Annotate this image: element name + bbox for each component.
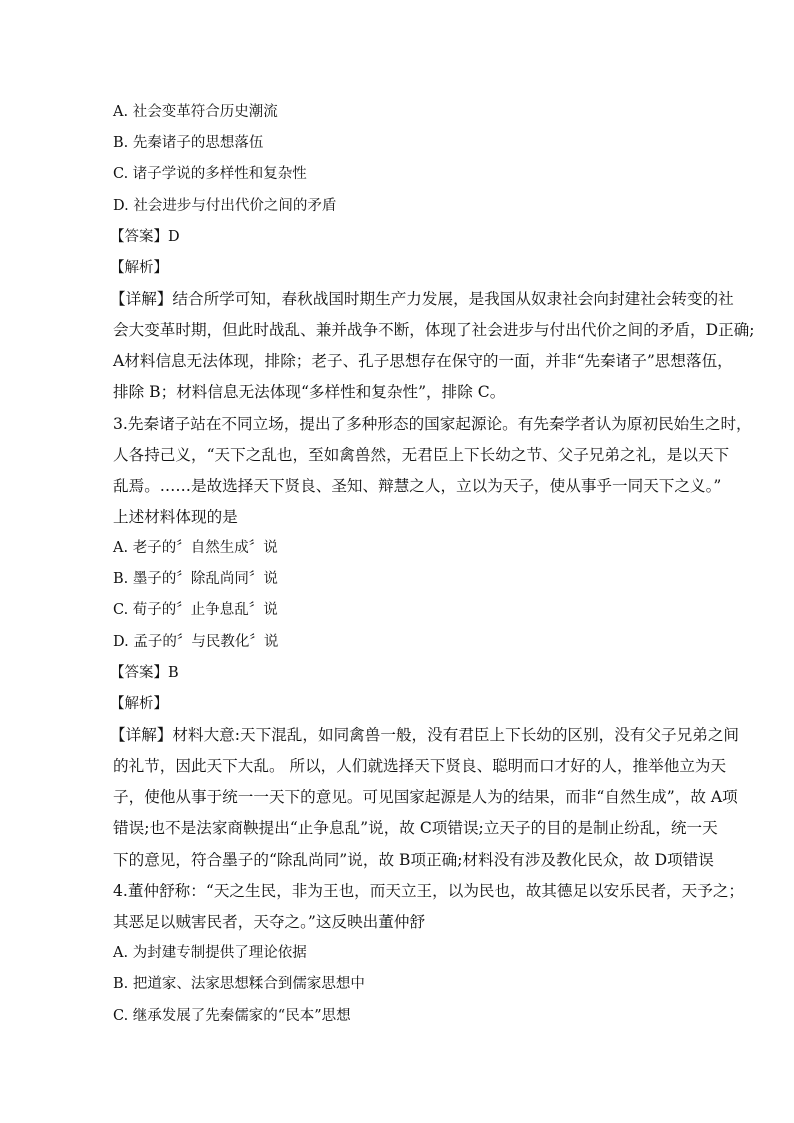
q3-stem-line: 乱焉。……是故选择天下贤良、圣知、辩慧之人，立以为天子，使从事乎一同天下之义。” <box>113 477 722 495</box>
q4-stem-line: 其恶足以贼害民者，天夺之。”这反映出董仲舒 <box>113 913 426 931</box>
q3-option-a: A. 老子的〞自然生成〞说 <box>113 540 278 556</box>
q2-option-a: A. 社会变革符合历史潮流 <box>113 104 278 120</box>
q3-detail-line: 的礼节，因此天下大乱。 所以，人们就选择天下贤良、聪明而口才好的人，推举他立为天 <box>113 757 727 775</box>
q3-stem-line: 人各持己义，“天下之乱也，至如禽兽然，无君臣上下长幼之节、父子兄弟之礼，是以天下 <box>113 446 730 464</box>
q3-detail-line: 下的意见，符合墨子的“除乱尚同”说，故 B项正确;材料没有涉及教化民众，故 D项错误 <box>113 851 714 869</box>
q2-option-c: C. 诸子学说的多样性和复杂性 <box>113 166 307 182</box>
q3-detail-line: 【详解】材料大意:天下混乱，如同禽兽一般，没有君臣上下长幼的区别，没有父子兄弟之间 <box>110 726 740 744</box>
q2-detail-line: 【详解】结合所学可知，春秋战国时期生产力发展，是我国从奴隶社会向封建社会转变的社 <box>110 290 734 308</box>
q4-option-a: A. 为封建专制提供了理论依据 <box>113 945 307 961</box>
q3-detail-line: 子，使他从事于统一一天下的意见。可见国家起源是人为的结果，而非“自然生成”，故 A项 <box>113 788 738 806</box>
q3-answer: 【答案】B <box>110 665 179 681</box>
q2-detail-line: 会大变革时期，但此时战乱、兼并战争不断，体现了社会进步与付出代价之间的矛盾，D正确; <box>113 321 755 339</box>
q2-detail-line: A材料信息无法体现，排除；老子、孔子思想存在保守的一面，并非“先秦诸子”思想落伍， <box>113 352 733 370</box>
q3-detail-line: 错误;也不是法家商鞅提出“止争息乱”说，故 C项错误;立天子的目的是制止纷乱，统一天 <box>113 819 718 837</box>
q2-analysis-label: 【解析】 <box>110 260 168 276</box>
q2-detail-line: 排除 B；材料信息无法体现“多样性和复杂性”，排除 C。 <box>113 383 506 401</box>
q3-stem-line: 上述材料体现的是 <box>113 508 238 526</box>
q4-option-c: C. 继承发展了先秦儒家的“民本”思想 <box>113 1008 351 1024</box>
q2-option-b: B. 先秦诸子的思想落伍 <box>113 135 264 151</box>
q2-answer: 【答案】D <box>110 229 180 245</box>
q4-option-b: B. 把道家、法家思想糅合到儒家思想中 <box>113 976 365 992</box>
q3-analysis-label: 【解析】 <box>110 696 168 712</box>
q4-stem-line: 4.董仲舒称：“天之生民，非为王也，而天立王，以为民也，故其德足以安乐民者，天予之； <box>113 882 745 900</box>
q3-option-c: C. 荀子的〞止争息乱〞说 <box>113 602 278 618</box>
q3-option-d: D. 孟子的〞与民教化〞说 <box>113 634 279 650</box>
q3-stem-line: 3.先秦诸子站在不同立场，提出了多种形态的国家起源论。有先秦学者认为原初民始生之时， <box>113 415 752 433</box>
q2-option-d: D. 社会进步与付出代价之间的矛盾 <box>113 198 337 214</box>
q3-option-b: B. 墨子的〞除乱尚同〞说 <box>113 571 278 587</box>
